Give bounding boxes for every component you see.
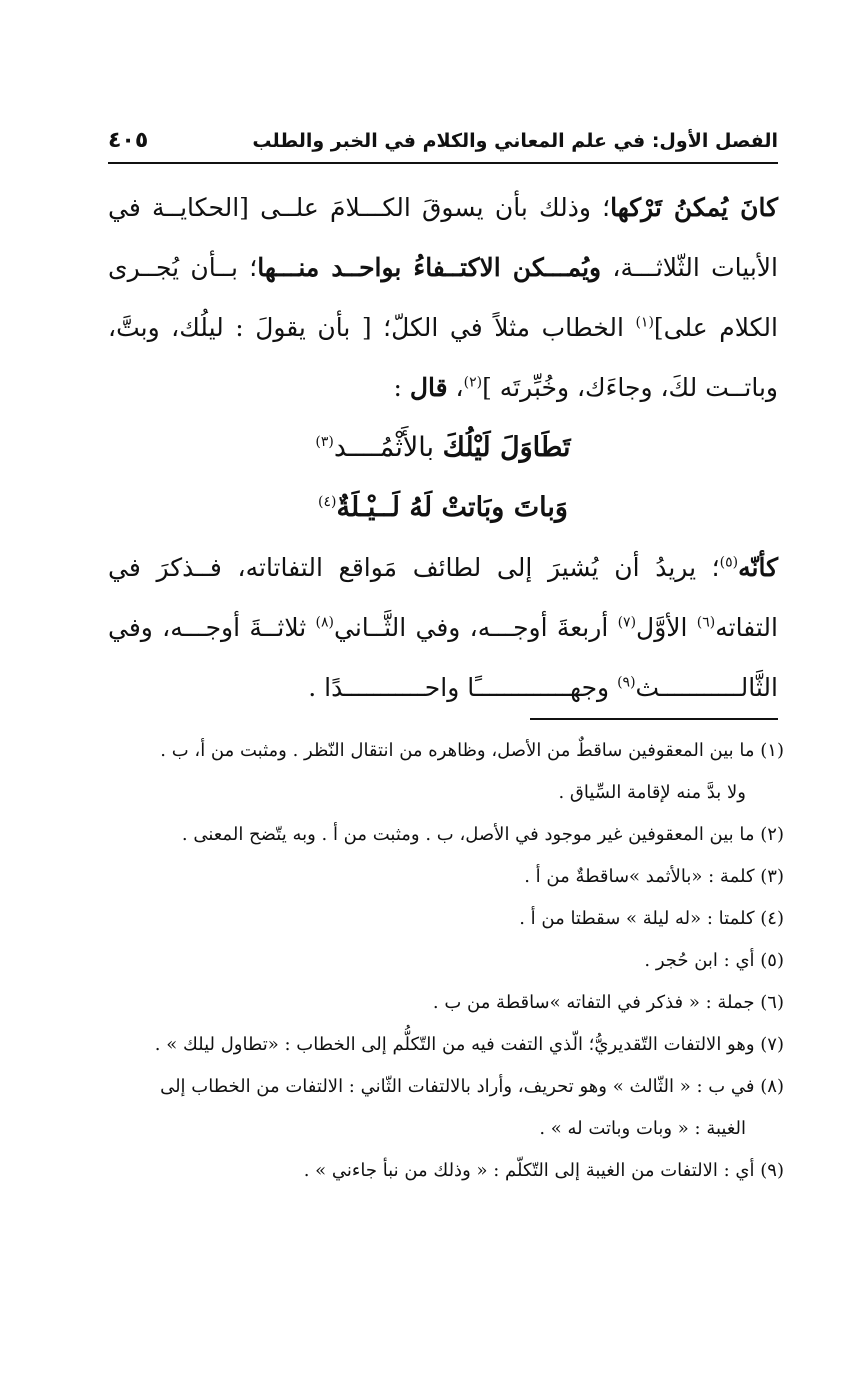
footnote-number: (٢) [760,824,784,845]
page-number: ٤٠٥ [108,128,149,153]
footnote-number: (٥) [760,950,784,971]
footnote-text: ما بين المعقوفين ساقطٌ من الأصل، وظاهره من انتقال النّظر . ومثبت من أ، ب . [160,740,755,761]
footnotes [108,730,784,1192]
footnote-1 [108,730,784,772]
text-run: ؛ وذلك بأن يسوقَ الكـــلامَ علــى [الحكايــة في الأبيات الثّلاثـــة، [108,193,778,282]
footnote-text: جملة : « فذكر في التفاته »ساقطة من ب . [432,992,755,1013]
verse-line-2 [108,478,778,538]
bold-phrase: قال [409,373,448,402]
footnote-number: (٨) [760,1076,784,1097]
text-run: ، [447,373,464,402]
footnote-ref: (٩) [617,674,636,691]
text-run: الخطاب مثلاً في الكلّ؛ [ بأن يقولَ : ليلُك، وبتَّ، وباتــت لكَ، وجاءَك، وخُبِّرتَه ] [108,313,778,402]
footnote-5 [108,940,784,982]
footnote-text: كلمة : «بالأثمد »ساقطةٌ من أ . [524,866,755,887]
footnote-1-continuation: ولا بدَّ منه لإقامة السِّياق . [558,782,746,803]
footnote-ref: (٢) [463,374,483,391]
footnote-number: (١) [760,740,784,761]
footnote-text: ما بين المعقوفين غير موجود في الأصل، ب . ومثبت من أ . وبه يتّضح المعنى . [181,824,755,845]
paragraph-2 [108,538,778,718]
main-text [108,178,778,718]
footnote-number: (٩) [760,1160,784,1181]
footnote-ref: (٥) [719,554,739,571]
footnote-rule [530,718,778,720]
footnote-ref: (٣) [315,434,334,450]
footnote-number: (٧) [760,1034,784,1055]
bold-phrase: ويُمـــكن الاكتــفاءُ بواحــد منـــها [257,253,602,282]
bold-phrase: كأنّه [738,553,778,582]
text-run: وجهـــــــــــــًا واحـــــــــــدًا . [308,673,618,702]
bold-phrase: كانَ يُمكنُ تَرْكها [610,193,778,222]
verse-line-1 [108,418,778,478]
footnote-ref: (٨) [315,614,335,631]
text-run: ثلاثــةَ أوجـــه، وفي الثَّالـــــــــــث [108,613,778,702]
running-header [108,128,778,160]
footnote-number: (٦) [760,992,784,1013]
footnote-4 [108,898,784,940]
text-run: ؛ يريدُ أن يُشيرَ إلى لطائف مَواقع التفاتاته، فــذكرَ في التفاته [108,553,778,642]
footnote-8-continuation: الغيبة : « وبات وباتت له » . [539,1118,746,1139]
footnote-2 [108,814,784,856]
verse-bold: وَباتَ وبَاتتْ لَهُ لَــيْـلَةٌ [336,492,568,523]
footnote-ref: (١) [635,314,654,331]
footnote-ref: (٤) [318,494,337,510]
footnote-3 [108,856,784,898]
footnote-9 [108,1150,784,1192]
footnote-ref: (٧) [617,614,637,631]
header-rule [108,162,778,164]
footnote-number: (٣) [760,866,784,887]
text-run: : [393,373,410,402]
header-title: الفصل الأول: في علم المعاني والكلام في الخبر والطلب [252,130,778,152]
footnote-number: (٤) [760,908,784,929]
footnote-7 [108,1024,784,1066]
footnote-text: أي : ابن حُجر . [644,950,755,971]
footnote-ref: (٦) [696,614,716,631]
text-run: أربعةَ أوجـــه، وفي الثَّــاني [334,613,618,642]
text-run: ؛ بــأن يُجــرى الكلام على] [108,253,778,342]
paragraph-1 [108,178,778,418]
verse-plain: بالأَثْمُــــد [333,432,443,463]
footnote-text: في ب : « الثّالث » وهو تحريف، وأراد بالالتفات الثّاني : الالتفات من الخطاب إلى [160,1076,755,1097]
verse-bold: تَطَاوَلَ لَيْلُكَ [442,432,571,463]
footnote-8 [108,1066,784,1108]
footnote-text: كلمتا : «له ليلة » سقطتا من أ . [519,908,755,929]
footnote-text: أي : الالتفات من الغيبة إلى التّكلّم : « وذلك من نبأ جاءني » . [303,1160,755,1181]
footnote-6 [108,982,784,1024]
footnote-text: وهو الالتفات التّقديريُّ؛ الّذي التفت فيه من التّكلُّم إلى الخطاب : «تطاول ليلك » . [154,1034,755,1055]
text-run: الأوَّل [636,613,697,642]
